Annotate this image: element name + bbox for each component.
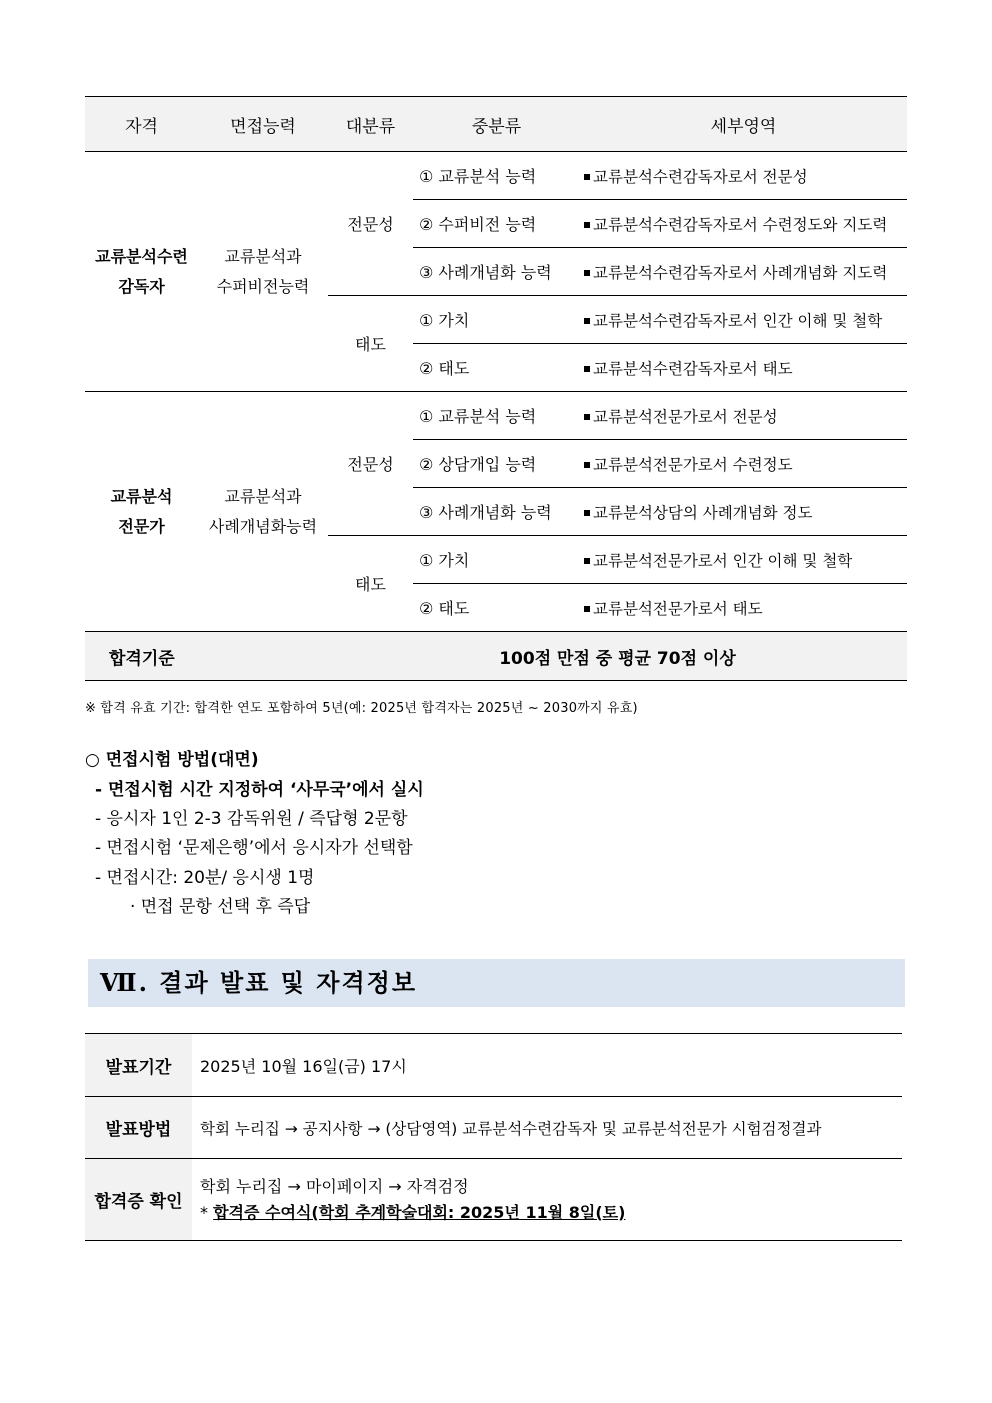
ability-line: 교류분석과 bbox=[224, 486, 302, 506]
ability-line: 수퍼비전능력 bbox=[216, 276, 310, 296]
header-major-category: 대분류 bbox=[328, 97, 413, 152]
sub-category: ① 가치 bbox=[413, 296, 580, 344]
announce-method-label: 발표방법 bbox=[85, 1097, 192, 1159]
detail-text: 교류분석전문가로서 인간 이해 및 철학 bbox=[593, 551, 853, 570]
ceremony-text: 합격증 수여식(학회 추계학술대회: 2025년 11월 8일(토) bbox=[213, 1202, 626, 1222]
section-header bbox=[88, 959, 905, 1007]
method-item: - 면접시험 시간 지정하여 ‘사무국’에서 실시 bbox=[95, 780, 424, 800]
qualification-cell bbox=[85, 392, 198, 632]
qualification-line: 감독자 bbox=[118, 276, 165, 296]
qualification-line: 교류분석수련 bbox=[95, 246, 188, 266]
announce-method-value: 학회 누리집 → 공지사항 → (상담영역) 교류분석수련감독자 및 교류분석전문가 시험검정결과 bbox=[192, 1097, 902, 1159]
square-bullet-icon bbox=[584, 558, 590, 564]
table-header-row bbox=[85, 97, 907, 152]
detail-text: 교류분석수련감독자로서 수련정도와 지도력 bbox=[593, 215, 888, 234]
table-row bbox=[85, 392, 907, 440]
detail-area bbox=[580, 152, 907, 200]
pass-criteria-row bbox=[85, 632, 907, 681]
detail-area bbox=[580, 392, 907, 440]
method-title: ○ 면접시험 방법(대면) bbox=[85, 750, 259, 770]
qualification-line: 교류분석 bbox=[110, 486, 173, 506]
square-bullet-icon bbox=[584, 510, 590, 516]
detail-area bbox=[580, 200, 907, 248]
category-cell: 전문성 bbox=[328, 392, 413, 536]
ability-line: 사례개념화능력 bbox=[208, 516, 318, 536]
sub-category: ③ 사례개념화 능력 bbox=[413, 488, 580, 536]
qualification-line: 전문가 bbox=[118, 516, 165, 536]
method-subitem: · 면접 문항 선택 후 즉답 bbox=[130, 897, 311, 917]
ability-line: 교류분석과 bbox=[224, 246, 302, 266]
header-interview-ability: 면접능력 bbox=[198, 97, 328, 152]
square-bullet-icon bbox=[584, 318, 590, 324]
qualification-cell bbox=[85, 152, 198, 392]
header-detail-area: 세부영역 bbox=[580, 97, 907, 152]
sub-category: ① 교류분석 능력 bbox=[413, 152, 580, 200]
ceremony-asterisk: * bbox=[200, 1202, 208, 1222]
detail-area bbox=[580, 584, 907, 632]
ability-cell bbox=[198, 392, 328, 632]
sub-category: ② 수퍼비전 능력 bbox=[413, 200, 580, 248]
category-cell: 전문성 bbox=[328, 152, 413, 296]
method-item: - 면접시험 ‘문제은행’에서 응시자가 선택함 bbox=[95, 838, 413, 858]
sub-category: ② 상담개입 능력 bbox=[413, 440, 580, 488]
certificate-path: 학회 누리집 → 마이페이지 → 자격검정 bbox=[200, 1176, 469, 1196]
announce-period-value: 2025년 10월 16일(금) 17시 bbox=[192, 1034, 902, 1097]
square-bullet-icon bbox=[584, 462, 590, 468]
square-bullet-icon bbox=[584, 222, 590, 228]
method-item: - 응시자 1인 2-3 감독위원 / 즉답형 2문항 bbox=[95, 809, 408, 829]
detail-text: 교류분석수련감독자로서 인간 이해 및 철학 bbox=[593, 311, 883, 330]
table-row bbox=[85, 152, 907, 200]
square-bullet-icon bbox=[584, 270, 590, 276]
detail-area bbox=[580, 248, 907, 296]
detail-text: 교류분석상담의 사례개념화 정도 bbox=[593, 503, 813, 522]
method-item: - 면접시간: 20분/ 응시생 1명 bbox=[95, 868, 315, 888]
detail-area bbox=[580, 536, 907, 584]
pass-criteria-label: 합격기준 bbox=[85, 632, 328, 681]
pass-criteria-value: 100점 만점 중 평균 70점 이상 bbox=[328, 632, 907, 681]
certificate-value-cell bbox=[192, 1159, 902, 1241]
header-qualification: 자격 bbox=[85, 97, 198, 152]
detail-area bbox=[580, 296, 907, 344]
certificate-row bbox=[85, 1159, 902, 1241]
certificate-label: 합격증 확인 bbox=[85, 1159, 192, 1241]
announce-method-row bbox=[85, 1097, 902, 1159]
detail-text: 교류분석전문가로서 전문성 bbox=[593, 407, 778, 426]
sub-category: ② 태도 bbox=[413, 584, 580, 632]
category-cell: 태도 bbox=[328, 296, 413, 392]
detail-text: 교류분석수련감독자로서 태도 bbox=[593, 359, 793, 378]
sub-category: ③ 사례개념화 능력 bbox=[413, 248, 580, 296]
square-bullet-icon bbox=[584, 174, 590, 180]
header-mid-category: 중분류 bbox=[413, 97, 580, 152]
evaluation-table bbox=[85, 96, 907, 681]
square-bullet-icon bbox=[584, 414, 590, 420]
detail-text: 교류분석전문가로서 태도 bbox=[593, 599, 763, 618]
validity-note: ※ 합격 유효 기간: 합격한 연도 포함하여 5년(예: 2025년 합격자는 2025년 ~ 2030까지 유효) bbox=[85, 701, 638, 716]
square-bullet-icon bbox=[584, 366, 590, 372]
ability-cell bbox=[198, 152, 328, 392]
detail-area bbox=[580, 488, 907, 536]
results-table bbox=[85, 1033, 902, 1241]
ceremony-line bbox=[200, 1200, 902, 1226]
sub-category: ② 태도 bbox=[413, 344, 580, 392]
detail-area bbox=[580, 440, 907, 488]
square-bullet-icon bbox=[584, 606, 590, 612]
announce-period-row bbox=[85, 1034, 902, 1097]
sub-category: ① 교류분석 능력 bbox=[413, 392, 580, 440]
detail-text: 교류분석수련감독자로서 사례개념화 지도력 bbox=[593, 263, 888, 282]
announce-period-label: 발표기간 bbox=[85, 1034, 192, 1097]
detail-text: 교류분석전문가로서 수련정도 bbox=[593, 455, 793, 474]
detail-area bbox=[580, 344, 907, 392]
category-cell: 태도 bbox=[328, 536, 413, 632]
detail-text: 교류분석수련감독자로서 전문성 bbox=[593, 167, 808, 186]
sub-category: ① 가치 bbox=[413, 536, 580, 584]
section-title: Ⅶ. 결과 발표 및 자격정보 bbox=[100, 968, 418, 997]
